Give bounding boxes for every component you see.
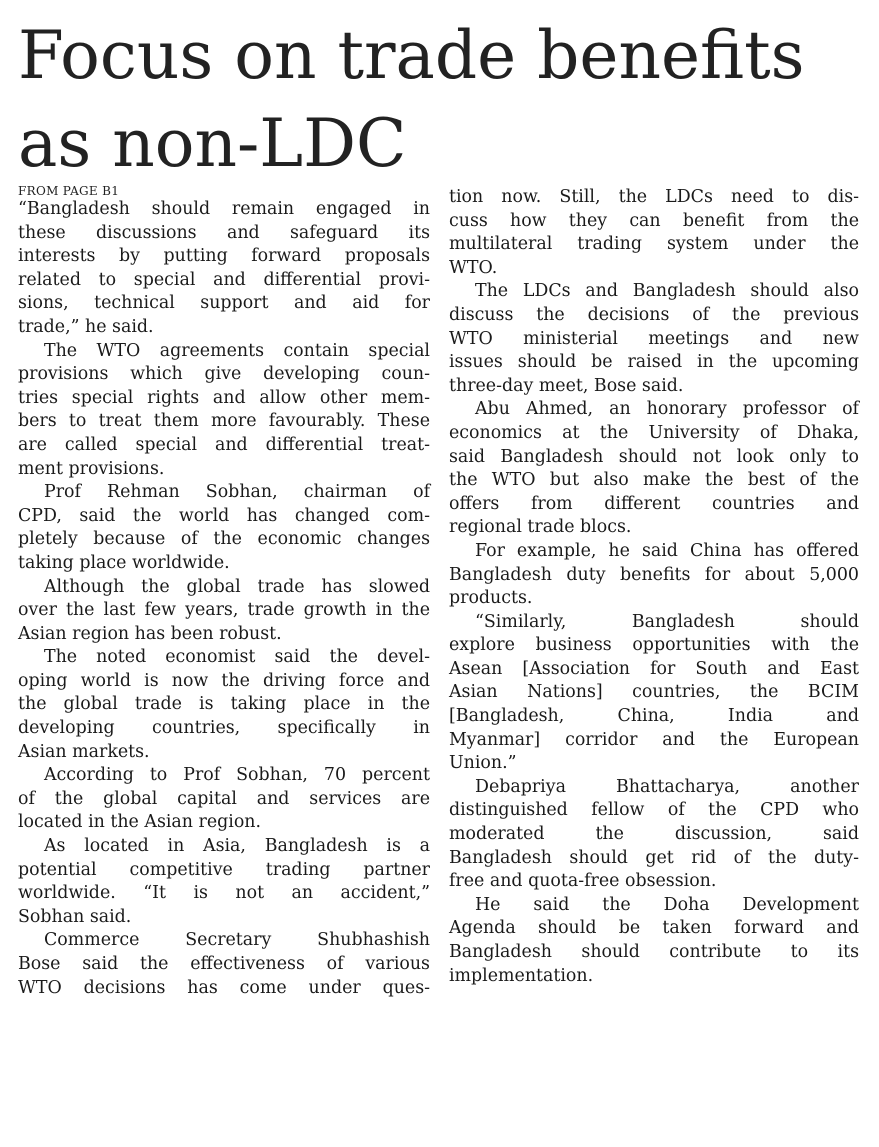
text-line: Abu Ahmed, an honorary professor of <box>475 399 859 420</box>
text-line: issues should be raised in the upcoming <box>449 352 859 373</box>
text-line: Bangladesh should contribute to its <box>449 942 859 962</box>
text-line: these discussions and safeguard its <box>18 222 430 243</box>
text-line: pletely because of the economic changes <box>18 529 430 550</box>
text-line: bers to treat them more favourably. These <box>18 411 430 432</box>
text-line: related to special and differential provi- <box>18 269 430 290</box>
text-line: WTO ministerial meetings and new <box>449 328 859 349</box>
continuation-kicker: FROM PAGE B1 <box>18 184 120 198</box>
text-line: said Bangladesh should not look only to <box>449 446 859 467</box>
text-line: regional trade blocs. <box>449 517 632 538</box>
text-line: The noted economist said the devel- <box>44 647 430 668</box>
text-line: three-day meet, Bose said. <box>449 375 684 396</box>
text-line: Commerce Secretary Shubhashish <box>44 930 430 951</box>
text-line: sions, technical support and aid for <box>18 293 430 314</box>
text-line: cuss how they can benefit from the <box>449 210 859 231</box>
text-line: located in the Asian region. <box>18 812 262 833</box>
text-line: of the global capital and services are <box>18 788 430 809</box>
left-column-body <box>18 198 430 1000</box>
headline-line-2: as non-LDC <box>18 105 407 182</box>
text-line: “Similarly, Bangladesh should <box>475 611 859 632</box>
text-line: Debapriya Bhattacharya, another <box>475 776 859 797</box>
article-column-left <box>18 184 430 1000</box>
text-line: developing countries, specifically in <box>18 718 430 739</box>
text-line: interests by putting forward proposals <box>18 246 430 267</box>
text-line: taking place worldwide. <box>18 552 230 573</box>
text-line: multilateral trading system under the <box>449 234 859 255</box>
text-line: products. <box>449 588 533 609</box>
text-line: implementation. <box>449 965 594 986</box>
text-line: Sobhan said. <box>18 906 132 927</box>
text-line: Union.” <box>449 753 517 774</box>
text-line: tion now. Still, the LDCs need to dis- <box>449 187 859 207</box>
text-line: Asian markets. <box>18 741 150 762</box>
text-line: Asian region has been robust. <box>18 623 282 644</box>
text-line: Bangladesh should get rid of the duty- <box>449 847 859 868</box>
text-line: tries special rights and allow other mem- <box>18 387 430 408</box>
text-line: CPD, said the world has changed com- <box>18 505 430 526</box>
text-line: For example, he said China has offered <box>475 540 859 561</box>
text-line: over the last few years, trade growth in the <box>18 600 430 621</box>
text-line: The WTO agreements contain special <box>44 340 430 361</box>
article-column-right <box>449 186 859 988</box>
text-line: economics at the University of Dhaka, <box>449 422 859 443</box>
headline <box>18 12 868 188</box>
text-line: “Bangladesh should remain engaged in <box>18 199 430 219</box>
text-line: Bangladesh duty benefits for about 5,000 <box>449 564 859 585</box>
text-line: offers from different countries and <box>449 493 859 514</box>
text-line: Bose said the effectiveness of various <box>18 954 430 974</box>
text-line: Asean [Association for South and East <box>449 658 859 679</box>
text-line: WTO. <box>449 257 498 278</box>
right-column-body <box>449 186 859 988</box>
text-line: As located in Asia, Bangladesh is a <box>44 836 430 857</box>
text-line: Although the global trade has slowed <box>44 576 430 597</box>
text-line: Myanmar] corridor and the European <box>449 729 859 750</box>
text-line: free and quota-free obsession. <box>449 871 717 892</box>
text-line: [Bangladesh, China, India and <box>449 706 859 727</box>
text-line: the WTO but also make the best of the <box>449 470 859 491</box>
text-line: According to Prof Sobhan, 70 percent <box>44 765 430 786</box>
text-line: are called special and differential treat- <box>18 434 430 455</box>
text-line: the global trade is taking place in the <box>18 694 430 715</box>
text-line: He said the Doha Development <box>475 894 859 915</box>
headline-line-1: Focus on trade benefits <box>18 17 805 94</box>
text-line: WTO decisions has come under ques- <box>18 977 430 998</box>
text-line: Prof Rehman Sobhan, chairman of <box>44 482 430 503</box>
text-line: The LDCs and Bangladesh should also <box>475 281 859 302</box>
text-line: oping world is now the driving force and <box>18 670 430 691</box>
text-line: Asian Nations] countries, the BCIM <box>449 682 859 703</box>
text-line: moderated the discussion, said <box>449 824 859 845</box>
text-line: provisions which give developing coun- <box>18 364 430 385</box>
text-line: trade,” he said. <box>18 316 154 337</box>
text-line: explore business opportunities with the <box>449 635 859 656</box>
text-line: worldwide. “It is not an accident,” <box>18 883 430 904</box>
text-line: potential competitive trading partner <box>18 859 430 880</box>
text-line: distinguished fellow of the CPD who <box>449 800 859 821</box>
text-line: Agenda should be taken forward and <box>449 918 859 939</box>
text-line: discuss the decisions of the previous <box>449 304 859 325</box>
text-line: ment provisions. <box>18 458 165 479</box>
